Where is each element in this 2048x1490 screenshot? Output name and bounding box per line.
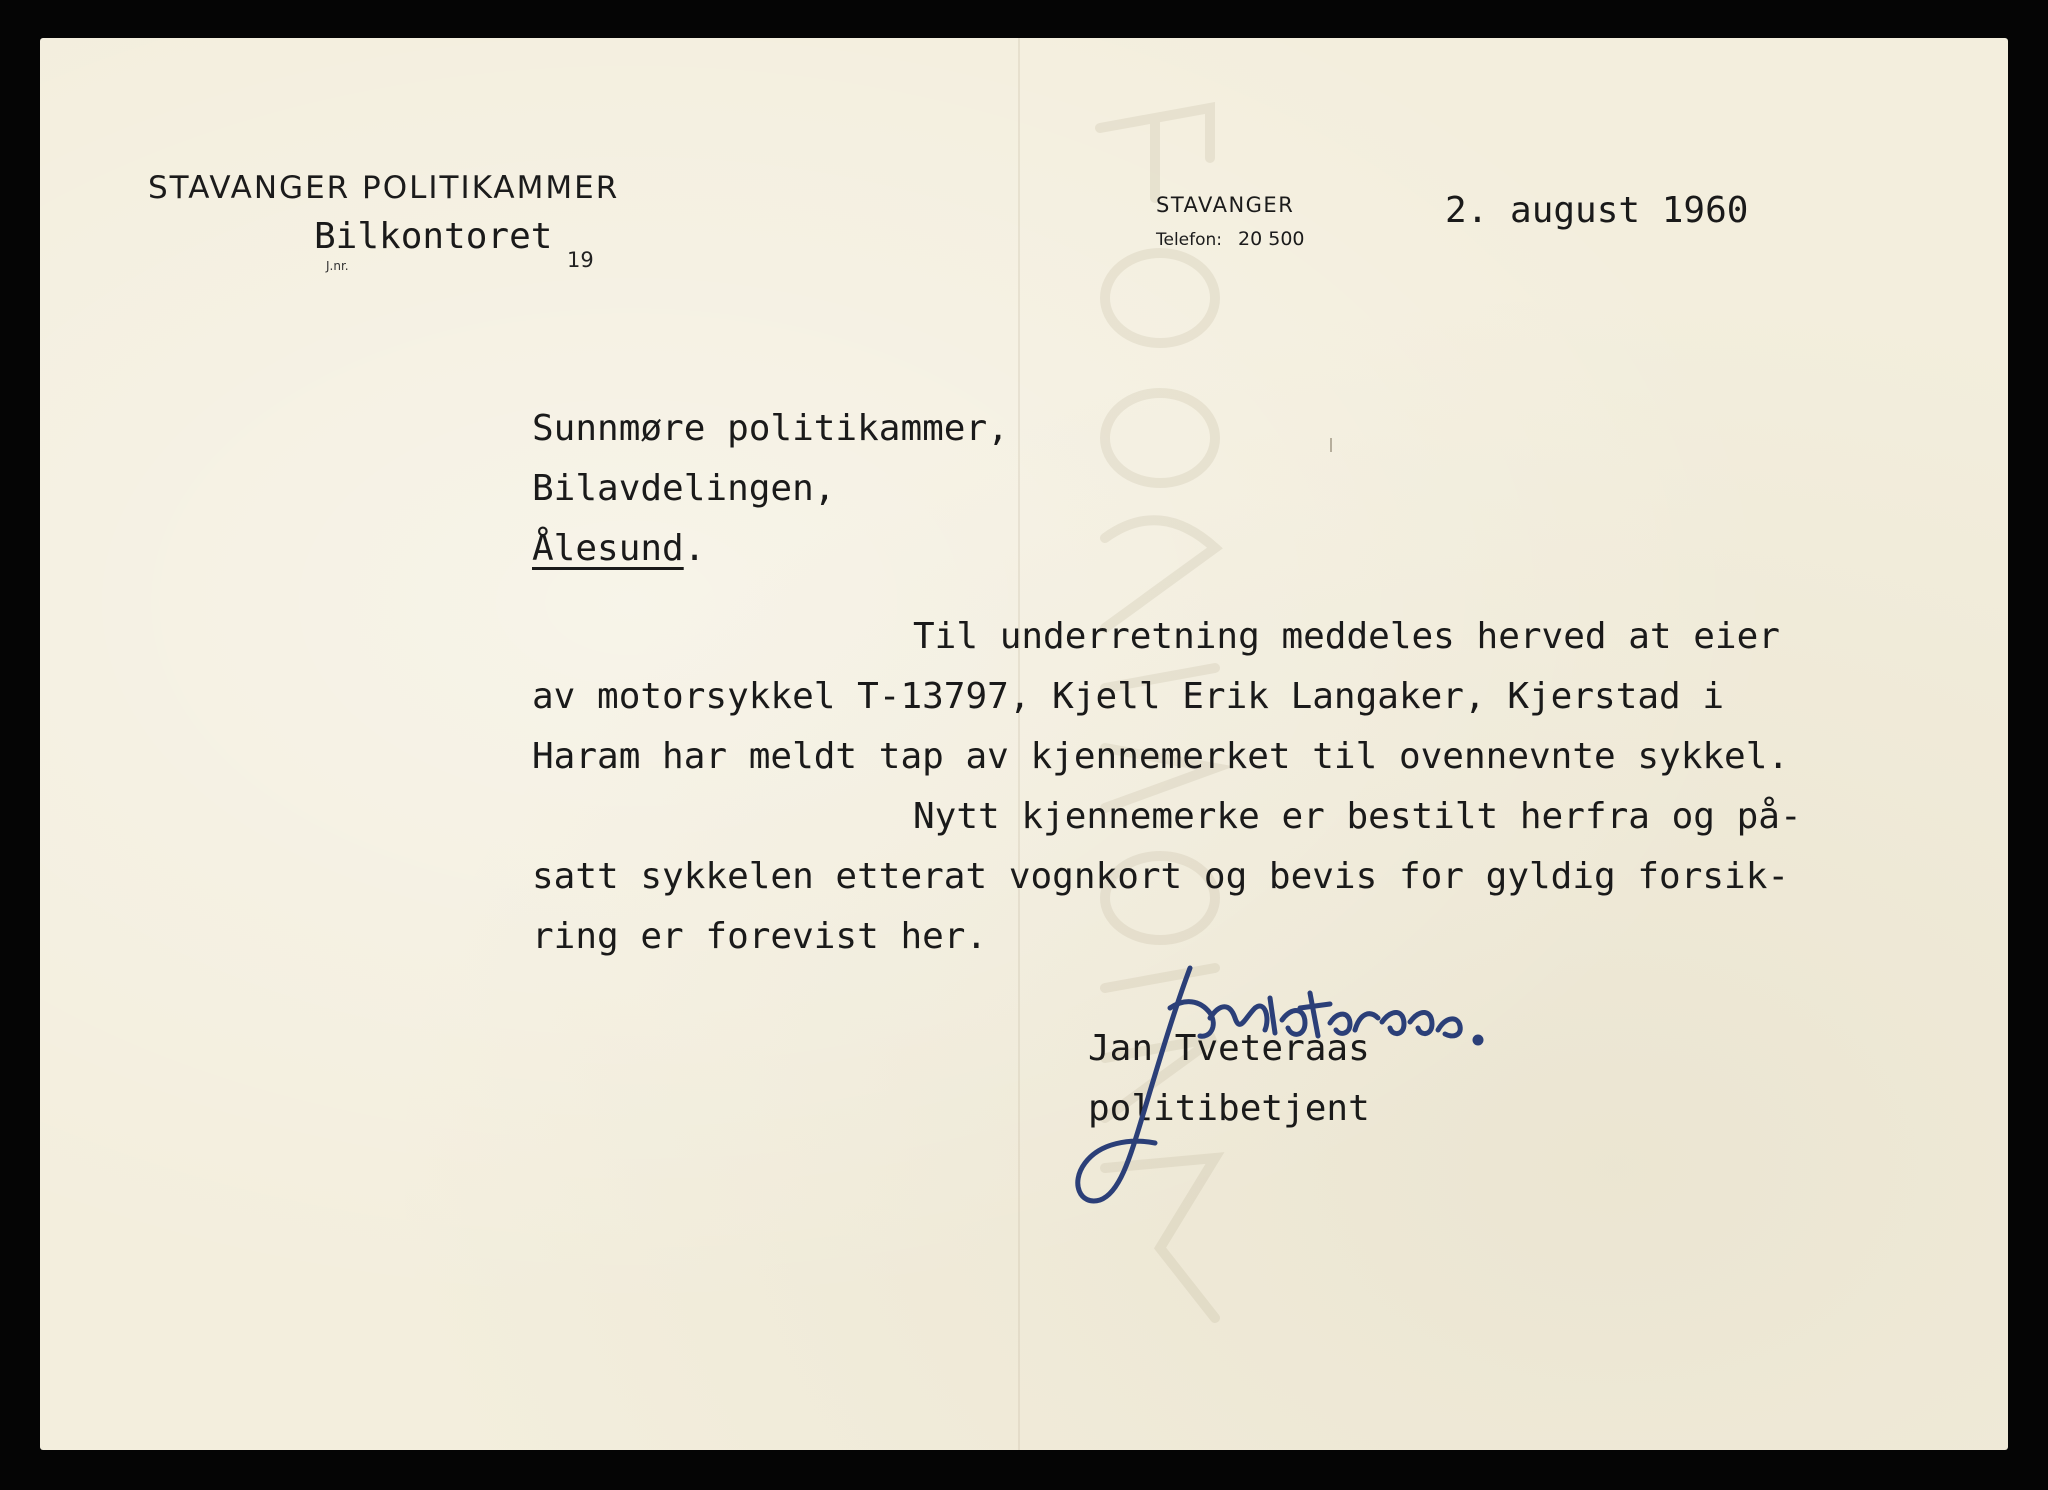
- signatory-name: Jan Tveteraas: [1088, 1028, 1370, 1069]
- letterhead-organization: STAVANGER POLITIKAMMER: [148, 170, 620, 206]
- phone-label: Telefon:: [1156, 230, 1223, 250]
- body-line-2: av motorsykkel T-13797, Kjell Erik Langaker, Kjerstad i: [532, 676, 1725, 717]
- handwritten-signature: [1060, 938, 1580, 1208]
- recipient-city-period: .: [683, 528, 706, 569]
- letterhead-city: STAVANGER: [1156, 193, 1295, 217]
- recipient-city: Ålesund: [532, 528, 684, 569]
- body-line-6: ring er forevist her.: [532, 916, 988, 957]
- journal-number-label: J.nr.: [326, 259, 349, 273]
- letter-date: 2. august 1960: [1445, 190, 1749, 231]
- recipient-line-3: [532, 528, 705, 569]
- body-line-1: Til underretning meddeles herved at eier: [913, 616, 1780, 657]
- letter-paper: [40, 38, 2008, 1450]
- recipient-line-2: Bilavdelingen,: [532, 468, 836, 509]
- phone-number: 20 500: [1238, 228, 1305, 250]
- signatory-title: politibetjent: [1088, 1088, 1370, 1129]
- year-prefix: 19: [567, 248, 594, 272]
- body-line-4: Nytt kjennemerke er bestilt herfra og på-: [913, 796, 1802, 837]
- body-line-5: satt sykkelen etterat vognkort og bevis for gyldig forsik-: [532, 856, 1790, 897]
- paper-mark: [1330, 438, 1332, 452]
- letterhead-phone: [1156, 228, 1305, 250]
- recipient-line-1: Sunnmøre politikammer,: [532, 408, 1009, 449]
- body-line-3: Haram har meldt tap av kjennemerket til ovennevnte sykkel.: [532, 736, 1790, 777]
- department-name: Bilkontoret: [314, 216, 553, 257]
